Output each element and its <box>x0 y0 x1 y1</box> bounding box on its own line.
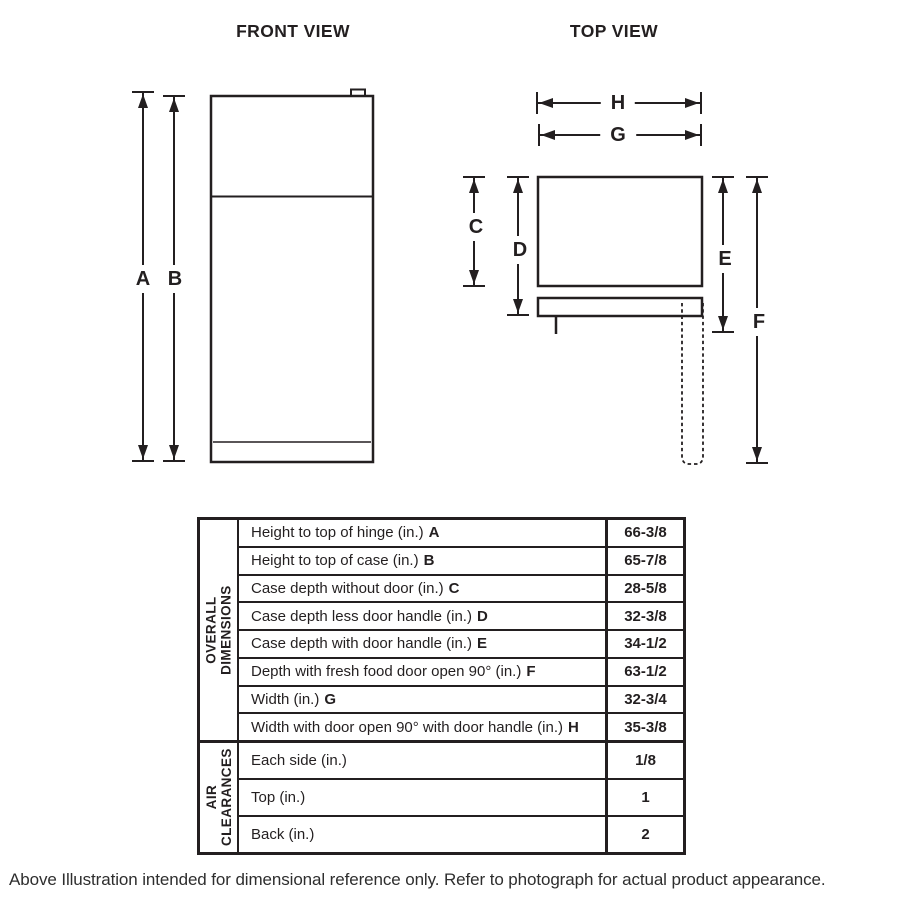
row-label: Case depth less door handle (in.) <box>251 607 472 625</box>
row-value: 1 <box>641 789 650 806</box>
fridge-hinge <box>351 90 365 97</box>
row-label: Width (in.) <box>251 690 320 708</box>
table-row <box>239 548 683 576</box>
row-value: 35-3/8 <box>624 718 667 736</box>
row-label: Width with door open 90° with door handle (in.) <box>251 718 564 736</box>
row-label: Depth with fresh food door open 90° (in.) <box>251 663 522 681</box>
row-dim-letter: C <box>448 579 460 597</box>
dim-label-b: B <box>163 265 187 293</box>
dim-label-c: C <box>464 213 488 241</box>
overall-dimensions-header <box>200 520 239 740</box>
table-row <box>239 659 683 687</box>
row-label: Height to top of case (in.) <box>251 552 419 570</box>
row-dim-letter: G <box>324 690 337 708</box>
row-value: 1/8 <box>635 752 656 769</box>
dim-label-f: F <box>748 308 770 336</box>
row-label: Top (in.) <box>251 789 306 806</box>
case-outline <box>538 177 702 286</box>
row-label: Case depth without door (in.) <box>251 579 444 597</box>
row-dim-letter: A <box>428 524 440 542</box>
dim-label-a: A <box>131 265 155 293</box>
door-handle-open-dashed <box>682 303 703 464</box>
row-value: 34-1/2 <box>624 635 667 653</box>
dim-label-d: D <box>508 236 532 264</box>
disclaimer-caption: Above Illustration intended for dimensional reference only. Refer to photograph for actual product appearance. <box>9 870 826 889</box>
fridge-outline <box>211 96 373 462</box>
air-clearances-header <box>200 743 239 852</box>
section-label-line: AIR <box>203 785 219 810</box>
row-dim-letter: H <box>568 718 579 736</box>
row-label: Case depth with door handle (in.) <box>251 635 472 653</box>
table-row <box>239 714 683 740</box>
top-view-drawing <box>538 177 703 464</box>
front-view-title: FRONT VIEW <box>236 21 350 41</box>
table-row <box>239 603 683 631</box>
table-row <box>239 743 683 780</box>
row-value: 63-1/2 <box>624 663 667 681</box>
row-value: 32-3/8 <box>624 607 667 625</box>
table-row <box>239 817 683 852</box>
section-label-line: CLEARANCES <box>218 748 234 847</box>
table-row <box>239 780 683 817</box>
table-row <box>239 631 683 659</box>
row-dim-letter: B <box>423 552 435 570</box>
air-clearances-section <box>200 743 683 852</box>
table-row <box>239 576 683 604</box>
row-dim-letter: F <box>526 663 536 681</box>
row-label: Each side (in.) <box>251 752 347 769</box>
door-outline <box>538 298 702 316</box>
row-label: Height to top of hinge (in.) <box>251 524 424 542</box>
row-dim-letter: D <box>476 607 488 625</box>
section-label-line: DIMENSIONS <box>218 585 234 675</box>
dimensions-table <box>197 517 686 855</box>
row-value: 65-7/8 <box>624 552 667 570</box>
row-dim-letter: E <box>476 635 487 653</box>
row-value: 32-3/4 <box>624 690 667 708</box>
row-value: 2 <box>641 826 650 843</box>
dim-label-e: E <box>713 245 736 273</box>
row-value: 66-3/8 <box>624 524 667 542</box>
table-row <box>239 520 683 548</box>
dim-label-g: G <box>600 121 636 149</box>
section-label-line: OVERALL <box>203 596 219 664</box>
dim-label-h: H <box>601 89 635 117</box>
row-value: 28-5/8 <box>624 579 667 597</box>
table-row <box>239 687 683 715</box>
top-view-title: TOP VIEW <box>569 21 659 41</box>
row-label: Back (in.) <box>251 826 315 843</box>
overall-dimensions-section <box>200 520 683 743</box>
front-view-drawing <box>211 90 373 463</box>
